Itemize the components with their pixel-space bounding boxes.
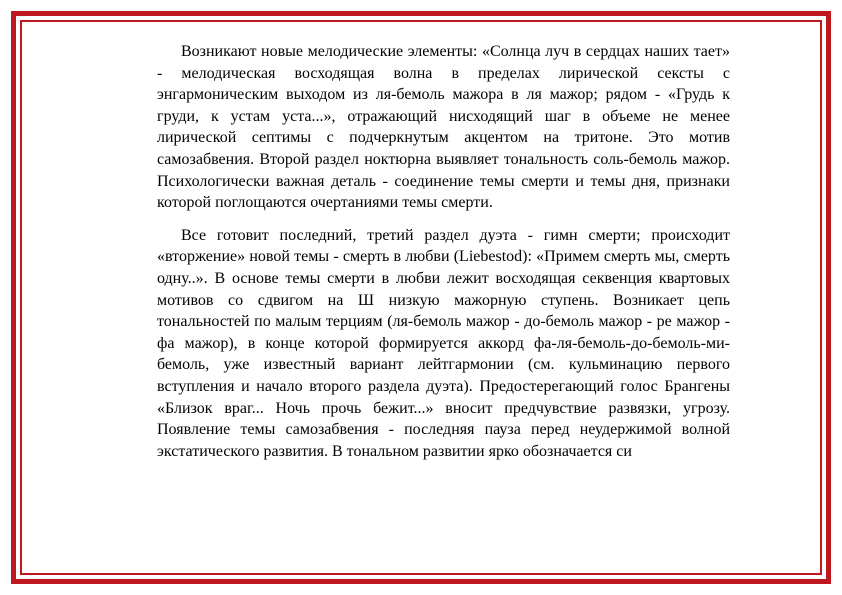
paragraph-2: Все готовит последний, третий раздел дуэта - гимн смерти; происходит «вторжение» новой темы - смерть в любви (Liebestod): «Примем смерть мы, смерть одну..». В основе темы смерти в любви лежит восходящая секвенция квартовых мотивов со сдвигом на Ш низкую мажорную ступень. Возникает цепь тональностей по малым терциям (ля-бемоль мажор - до-бемоль мажор - ре мажор - фа мажор), в конце которой формируется аккорд фа-ля-бемоль-до-бемоль-ми-бемоль, уже известный вариант лейтгармонии (см. кульминацию первого вступления и начало второго раздела дуэта). Предостерегающий голос Брангены «Близок враг... Ночь прочь бежит...» вносит предчувствие развязки, угрозу. Появление темы самозабвения - последняя пауза перед неудержимой волной экстатического развития. В тональном развитии ярко обозначается си [157, 226, 730, 460]
body-text [157, 41, 730, 462]
paragraph-1: Возникают новые мелодические элементы: «Солнца луч в сердцах наших тает» - мелодическая восходящая волна в пределах лирической сексты с энгармоническим выходом из ля-бемоль мажора в ля мажор; рядом - «Грудь к груди, к устам уста...», отражающий нисходящий шаг в объеме не менее лирической септимы с подчеркнутым акцентом на тритоне. Это мотив самозабвения. Второй раздел ноктюрна выявляет тональность соль-бемоль мажор. Психологически важная деталь - соединение темы смерти и темы дня, признаки которой поглощаются очертаниями темы смерти. [157, 43, 730, 212]
